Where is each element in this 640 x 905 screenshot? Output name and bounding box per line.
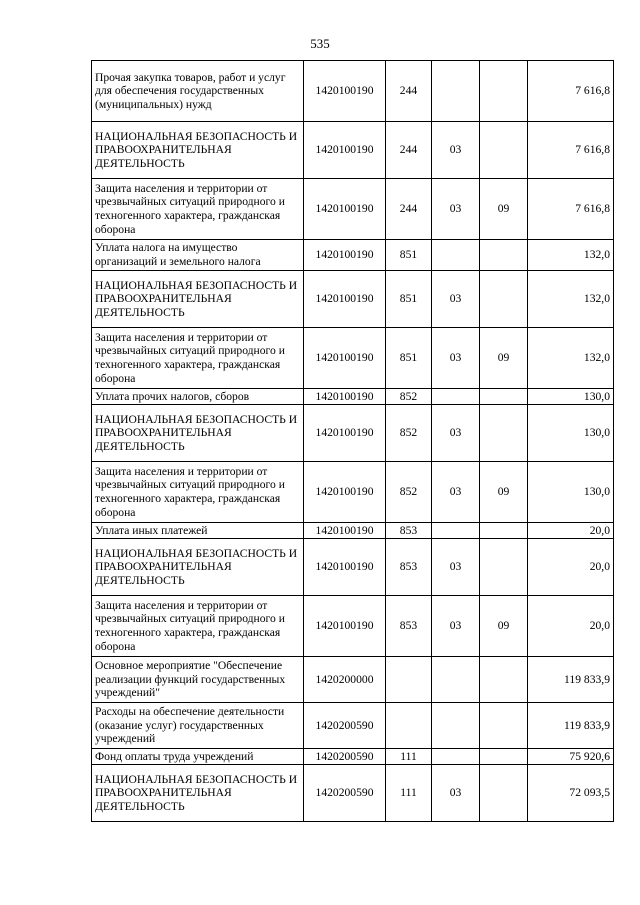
row-section-cell — [432, 749, 480, 765]
row-subsection-cell — [480, 539, 528, 596]
table-row — [92, 596, 614, 657]
table-row — [92, 523, 614, 539]
table-row — [92, 405, 614, 462]
row-expense-type-cell: 853 — [386, 523, 432, 539]
row-expense-type-cell: 852 — [386, 405, 432, 462]
row-expense-type-cell: 244 — [386, 122, 432, 179]
table-row — [92, 328, 614, 389]
table-row — [92, 122, 614, 179]
row-section-cell: 03 — [432, 596, 480, 657]
row-subsection-cell — [480, 657, 528, 703]
row-section-cell — [432, 240, 480, 271]
row-code-cell: 1420200590 — [304, 765, 386, 822]
row-code-cell: 1420100190 — [304, 539, 386, 596]
row-code-cell: 1420100190 — [304, 405, 386, 462]
row-code-cell: 1420100190 — [304, 596, 386, 657]
row-name-cell: НАЦИОНАЛЬНАЯ БЕЗОПАСНОСТЬ И ПРАВООХРАНИТЕЛЬНАЯ ДЕЯТЕЛЬНОСТЬ — [92, 765, 304, 822]
row-subsection-cell — [480, 122, 528, 179]
row-expense-type-cell: 851 — [386, 271, 432, 328]
row-subsection-cell — [480, 405, 528, 462]
row-amount-cell: 130,0 — [528, 405, 614, 462]
row-name-cell: НАЦИОНАЛЬНАЯ БЕЗОПАСНОСТЬ И ПРАВООХРАНИТЕЛЬНАЯ ДЕЯТЕЛЬНОСТЬ — [92, 271, 304, 328]
row-amount-cell: 119 833,9 — [528, 657, 614, 703]
row-subsection-cell — [480, 703, 528, 749]
row-name-cell: Расходы на обеспечение деятельности (оказание услуг) государственных учреждений — [92, 703, 304, 749]
row-subsection-cell: 09 — [480, 596, 528, 657]
row-code-cell: 1420100190 — [304, 240, 386, 271]
row-amount-cell: 130,0 — [528, 462, 614, 523]
row-section-cell: 03 — [432, 122, 480, 179]
row-subsection-cell — [480, 523, 528, 539]
row-amount-cell: 119 833,9 — [528, 703, 614, 749]
row-amount-cell: 20,0 — [528, 596, 614, 657]
row-amount-cell: 132,0 — [528, 271, 614, 328]
table-row — [92, 61, 614, 122]
row-name-cell: Защита населения и территории от чрезвычайных ситуаций природного и техногенного характера, гражданская оборона — [92, 179, 304, 240]
row-code-cell: 1420100190 — [304, 462, 386, 523]
row-amount-cell: 7 616,8 — [528, 122, 614, 179]
table-row — [92, 539, 614, 596]
row-code-cell: 1420100190 — [304, 179, 386, 240]
row-amount-cell: 72 093,5 — [528, 765, 614, 822]
table-row — [92, 703, 614, 749]
page-number: 535 — [310, 36, 330, 51]
row-name-cell: Основное мероприятие "Обеспечение реализации функций государственных учреждений" — [92, 657, 304, 703]
row-code-cell: 1420100190 — [304, 523, 386, 539]
row-code-cell: 1420100190 — [304, 271, 386, 328]
row-section-cell: 03 — [432, 271, 480, 328]
row-code-cell: 1420200590 — [304, 703, 386, 749]
row-section-cell — [432, 61, 480, 122]
row-subsection-cell — [480, 389, 528, 405]
row-name-cell: Защита населения и территории от чрезвычайных ситуаций природного и техногенного характера, гражданская оборона — [92, 462, 304, 523]
row-name-cell: Уплата налога на имущество организаций и земельного налога — [92, 240, 304, 271]
row-expense-type-cell: 111 — [386, 749, 432, 765]
row-expense-type-cell: 111 — [386, 765, 432, 822]
row-subsection-cell — [480, 240, 528, 271]
row-section-cell: 03 — [432, 539, 480, 596]
row-expense-type-cell: 853 — [386, 596, 432, 657]
row-subsection-cell: 09 — [480, 328, 528, 389]
row-amount-cell: 20,0 — [528, 539, 614, 596]
row-code-cell: 1420200590 — [304, 749, 386, 765]
row-name-cell: Фонд оплаты труда учреждений — [92, 749, 304, 765]
table-row — [92, 765, 614, 822]
row-name-cell: Уплата прочих налогов, сборов — [92, 389, 304, 405]
row-amount-cell: 132,0 — [528, 328, 614, 389]
row-amount-cell: 7 616,8 — [528, 61, 614, 122]
table-row — [92, 462, 614, 523]
row-amount-cell: 130,0 — [528, 389, 614, 405]
row-expense-type-cell — [386, 703, 432, 749]
row-code-cell: 1420100190 — [304, 389, 386, 405]
row-subsection-cell — [480, 749, 528, 765]
row-subsection-cell: 09 — [480, 462, 528, 523]
row-section-cell: 03 — [432, 405, 480, 462]
row-section-cell: 03 — [432, 179, 480, 240]
row-name-cell: Защита населения и территории от чрезвычайных ситуаций природного и техногенного характера, гражданская оборона — [92, 328, 304, 389]
row-code-cell: 1420200000 — [304, 657, 386, 703]
table-row — [92, 749, 614, 765]
row-subsection-cell — [480, 765, 528, 822]
row-code-cell: 1420100190 — [304, 61, 386, 122]
row-expense-type-cell: 852 — [386, 389, 432, 405]
row-subsection-cell: 09 — [480, 179, 528, 240]
row-amount-cell: 132,0 — [528, 240, 614, 271]
row-expense-type-cell: 852 — [386, 462, 432, 523]
row-subsection-cell — [480, 61, 528, 122]
row-name-cell: НАЦИОНАЛЬНАЯ БЕЗОПАСНОСТЬ И ПРАВООХРАНИТЕЛЬНАЯ ДЕЯТЕЛЬНОСТЬ — [92, 122, 304, 179]
table-row — [92, 240, 614, 271]
row-subsection-cell — [480, 271, 528, 328]
row-expense-type-cell: 851 — [386, 328, 432, 389]
row-name-cell: Прочая закупка товаров, работ и услуг для обеспечения государственных (муниципальных) нужд — [92, 61, 304, 122]
row-name-cell: НАЦИОНАЛЬНАЯ БЕЗОПАСНОСТЬ И ПРАВООХРАНИТЕЛЬНАЯ ДЕЯТЕЛЬНОСТЬ — [92, 405, 304, 462]
row-expense-type-cell: 244 — [386, 61, 432, 122]
row-expense-type-cell — [386, 657, 432, 703]
table-row — [92, 179, 614, 240]
row-name-cell: НАЦИОНАЛЬНАЯ БЕЗОПАСНОСТЬ И ПРАВООХРАНИТЕЛЬНАЯ ДЕЯТЕЛЬНОСТЬ — [92, 539, 304, 596]
table-row — [92, 271, 614, 328]
row-amount-cell: 75 920,6 — [528, 749, 614, 765]
budget-table-body — [92, 61, 614, 822]
budget-table — [91, 60, 614, 822]
row-section-cell — [432, 657, 480, 703]
row-code-cell: 1420100190 — [304, 122, 386, 179]
row-section-cell: 03 — [432, 462, 480, 523]
row-section-cell: 03 — [432, 328, 480, 389]
row-expense-type-cell: 853 — [386, 539, 432, 596]
row-section-cell — [432, 389, 480, 405]
row-code-cell: 1420100190 — [304, 328, 386, 389]
table-row — [92, 657, 614, 703]
row-expense-type-cell: 244 — [386, 179, 432, 240]
row-section-cell: 03 — [432, 765, 480, 822]
row-name-cell: Уплата иных платежей — [92, 523, 304, 539]
row-section-cell — [432, 703, 480, 749]
row-expense-type-cell: 851 — [386, 240, 432, 271]
row-amount-cell: 7 616,8 — [528, 179, 614, 240]
table-row — [92, 389, 614, 405]
row-name-cell: Защита населения и территории от чрезвычайных ситуаций природного и техногенного характера, гражданская оборона — [92, 596, 304, 657]
row-amount-cell: 20,0 — [528, 523, 614, 539]
row-section-cell — [432, 523, 480, 539]
